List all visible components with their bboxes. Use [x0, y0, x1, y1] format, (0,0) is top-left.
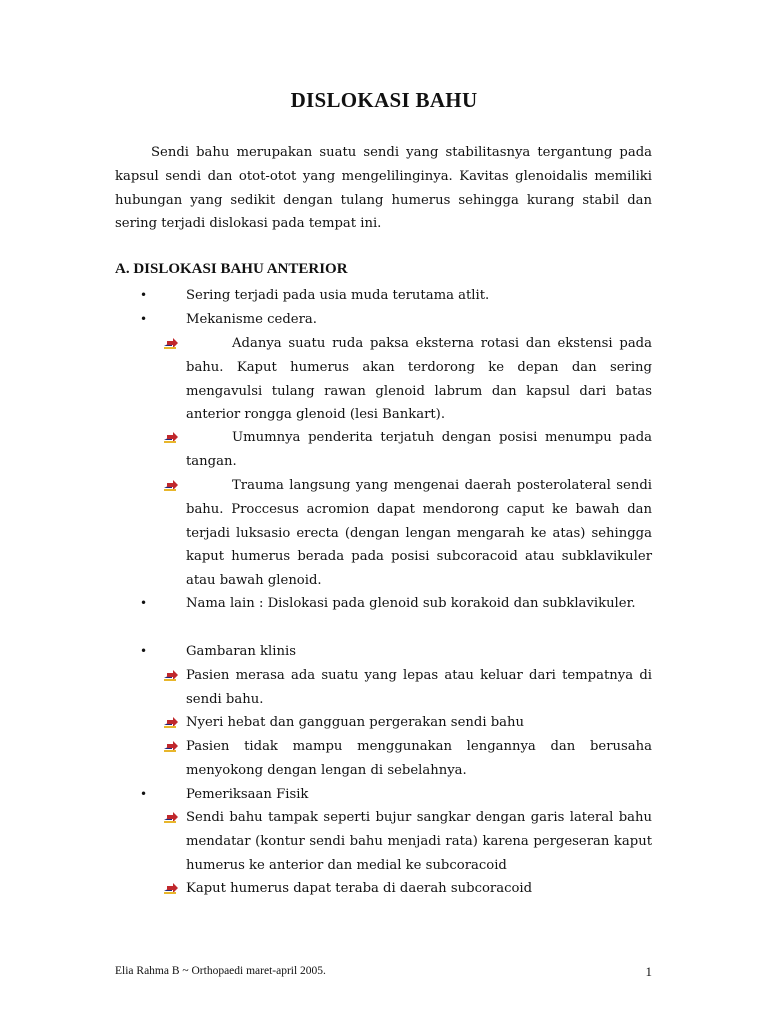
arrow-bullet-icon: [163, 338, 179, 350]
document-title: DISLOKASI BAHU: [290, 88, 478, 112]
bullet-text: Pemeriksaan Fisik: [186, 787, 309, 802]
bullet-text: Gambaran klinis: [186, 644, 296, 659]
arrow-bullet-icon: [163, 670, 179, 682]
arrow-bullet-icon: [163, 812, 179, 824]
arrow-bullet-icon: [163, 717, 179, 729]
sub-item-text: Adanya suatu ruda paksa eksterna rotasi dan ekstensi pada bahu. Kaput humerus akan terdorong ke depan dan sering mengavulsi tulang rawan glenoid labrum dan kapsul dari batas anterior rongga glenoid (lesi Bankart).: [186, 336, 652, 423]
sub-item-text: Trauma langsung yang mengenai daerah posterolateral sendi bahu. Proccesus acromion dapat mendorong caput ke bawah dan terjadi luksasio erecta (dengan lengan mengarah ke atas) sehingga kaput humerus berada pada posisi subcoracoid atau subklavikuler atau bawah glenoid.: [186, 478, 652, 589]
section-heading-anterior: A. DISLOKASI BAHU ANTERIOR: [115, 261, 348, 277]
intro-paragraph: [115, 141, 652, 236]
sub-item-text: Pasien merasa ada suatu yang lepas atau keluar dari tempatnya di sendi bahu.: [186, 668, 652, 707]
sub-item-text: Sendi bahu tampak seperti bujur sangkar dengan garis lateral bahu mendatar (kontur sendi bahu menjadi rata) karena pergeseran kaput humerus ke anterior dan medial ke subcoracoid: [186, 810, 652, 873]
bullet-dot: •: [140, 288, 148, 302]
arrow-bullet-icon: [163, 432, 179, 444]
sub-item-text: Nyeri hebat dan gangguan pergerakan sendi bahu: [186, 715, 525, 730]
intro-text: Sendi bahu merupakan suatu sendi yang stabilitasnya tergantung pada kapsul sendi dan otot-otot yang mengelilinginya. Kavitas glenoidalis memiliki hubungan yang sedikit dengan tulang humerus sehingga kurang stabil dan sering terjadi dislokasi pada tempat ini.: [115, 145, 652, 232]
sub-item-text: Kaput humerus dapat teraba di daerah subcoracoid: [186, 881, 533, 896]
bullet-text: Sering terjadi pada usia muda terutama atlit.: [186, 288, 490, 303]
footer-author: Elia Rahma B ~ Orthopaedi maret-april 2005.: [115, 965, 326, 977]
arrow-bullet-icon: [163, 883, 179, 895]
sub-item-text: Pasien tidak mampu menggunakan lengannya dan berusaha menyokong dengan lengan di sebelahnya.: [186, 739, 652, 778]
bullet-dot: •: [140, 312, 148, 326]
bullet-text: Nama lain : Dislokasi pada glenoid sub korakoid dan subklavikuler.: [186, 596, 636, 611]
bullet-dot: •: [140, 596, 148, 610]
arrow-bullet-icon: [163, 741, 179, 753]
page-number: 1: [645, 964, 652, 979]
bullet-dot: •: [140, 787, 148, 801]
bullet-dot: •: [140, 644, 148, 658]
bullet-text: Mekanisme cedera.: [186, 312, 317, 327]
sub-item-text: Umumnya penderita terjatuh dengan posisi menumpu pada tangan.: [186, 430, 652, 469]
arrow-bullet-icon: [163, 480, 179, 492]
